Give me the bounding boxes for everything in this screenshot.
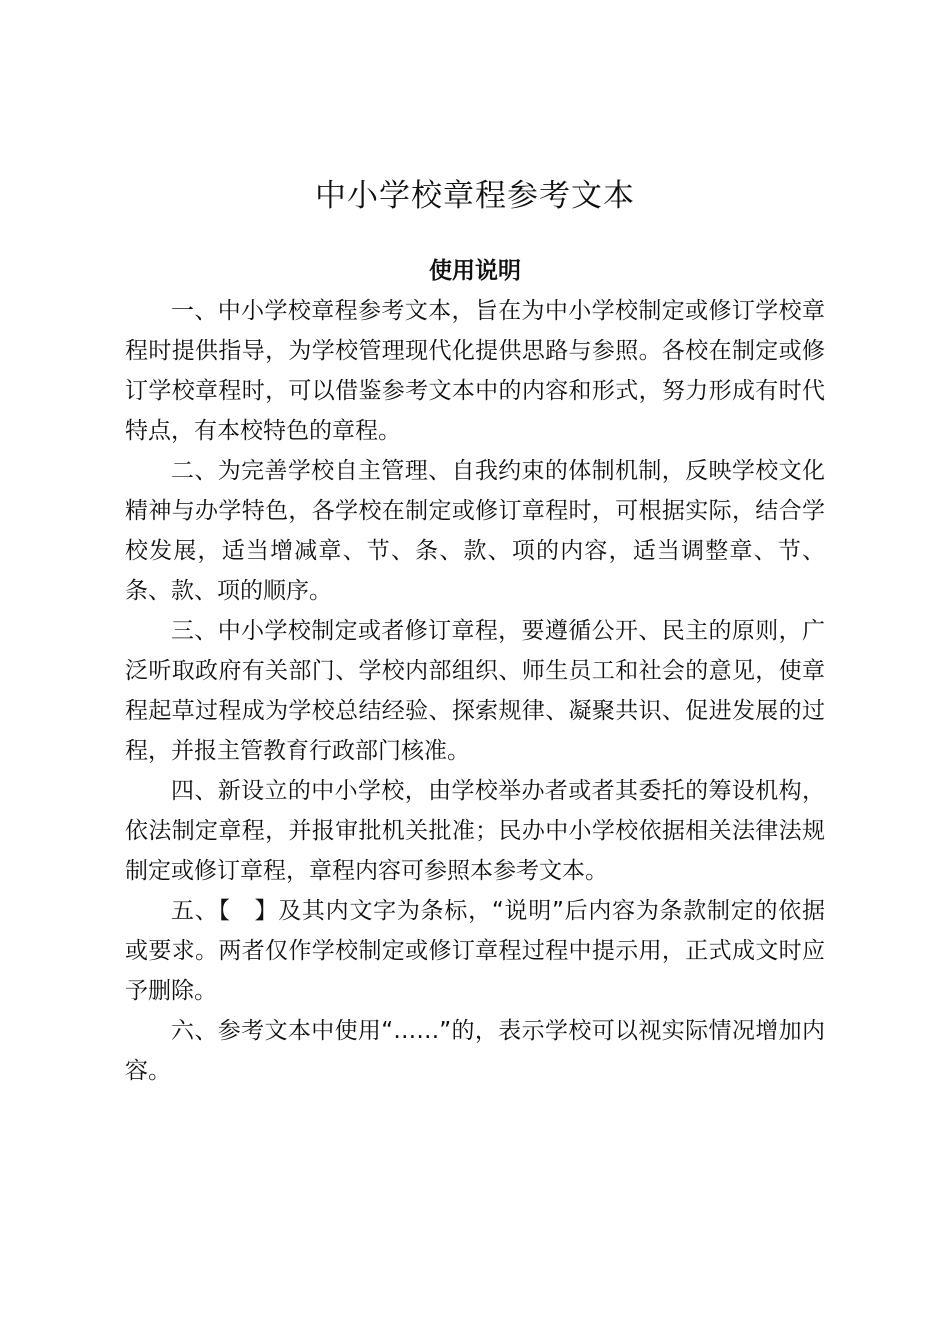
paragraph-3: 三、中小学校制定或者修订章程，要遵循公开、民主的原则，广泛听取政府有关部门、学校内部组织、师生员工和社会的意见，使章程起草过程成为学校总结经验、探索规律、凝聚共识、促进发展的过程，并报主管教育行政部门核准。 [125,618,825,764]
paragraph-1: 一、中小学校章程参考文本，旨在为中小学校制定或修订学校章程时提供指导，为学校管理现代化提供思路与参照。各校在制定或修订学校章程时，可以借鉴参考文本中的内容和形式，努力形成有时代特点，有本校特色的章程。 [125,298,825,444]
instructions-body [125,291,825,1091]
paragraph-2: 二、为完善学校自主管理、自我约束的体制机制，反映学校文化精神与办学特色，各学校在制定或修订章程时，可根据实际，结合学校发展，适当增减章、节、条、款、项的内容，适当调整章、节、条、款、项的顺序。 [125,458,825,604]
section-heading: 使用说明 [429,258,521,284]
paragraph-4: 四、新设立的中小学校，由学校举办者或者其委托的筹设机构，依法制定章程，并报审批机关批准；民办中小学校依据相关法律法规制定或修订章程，章程内容可参照本参考文本。 [125,778,825,884]
paragraph-5: 五、【 】及其内文字为条标，“说明”后内容为条款制定的依据或要求。两者仅作学校制定或修订章程过程中提示用，正式成文时应予删除。 [125,898,825,1004]
paragraph-6: 六、参考文本中使用“……”的，表示学校可以视实际情况增加内容。 [125,1018,825,1084]
document-title: 中小学校章程参考文本 [315,178,635,214]
